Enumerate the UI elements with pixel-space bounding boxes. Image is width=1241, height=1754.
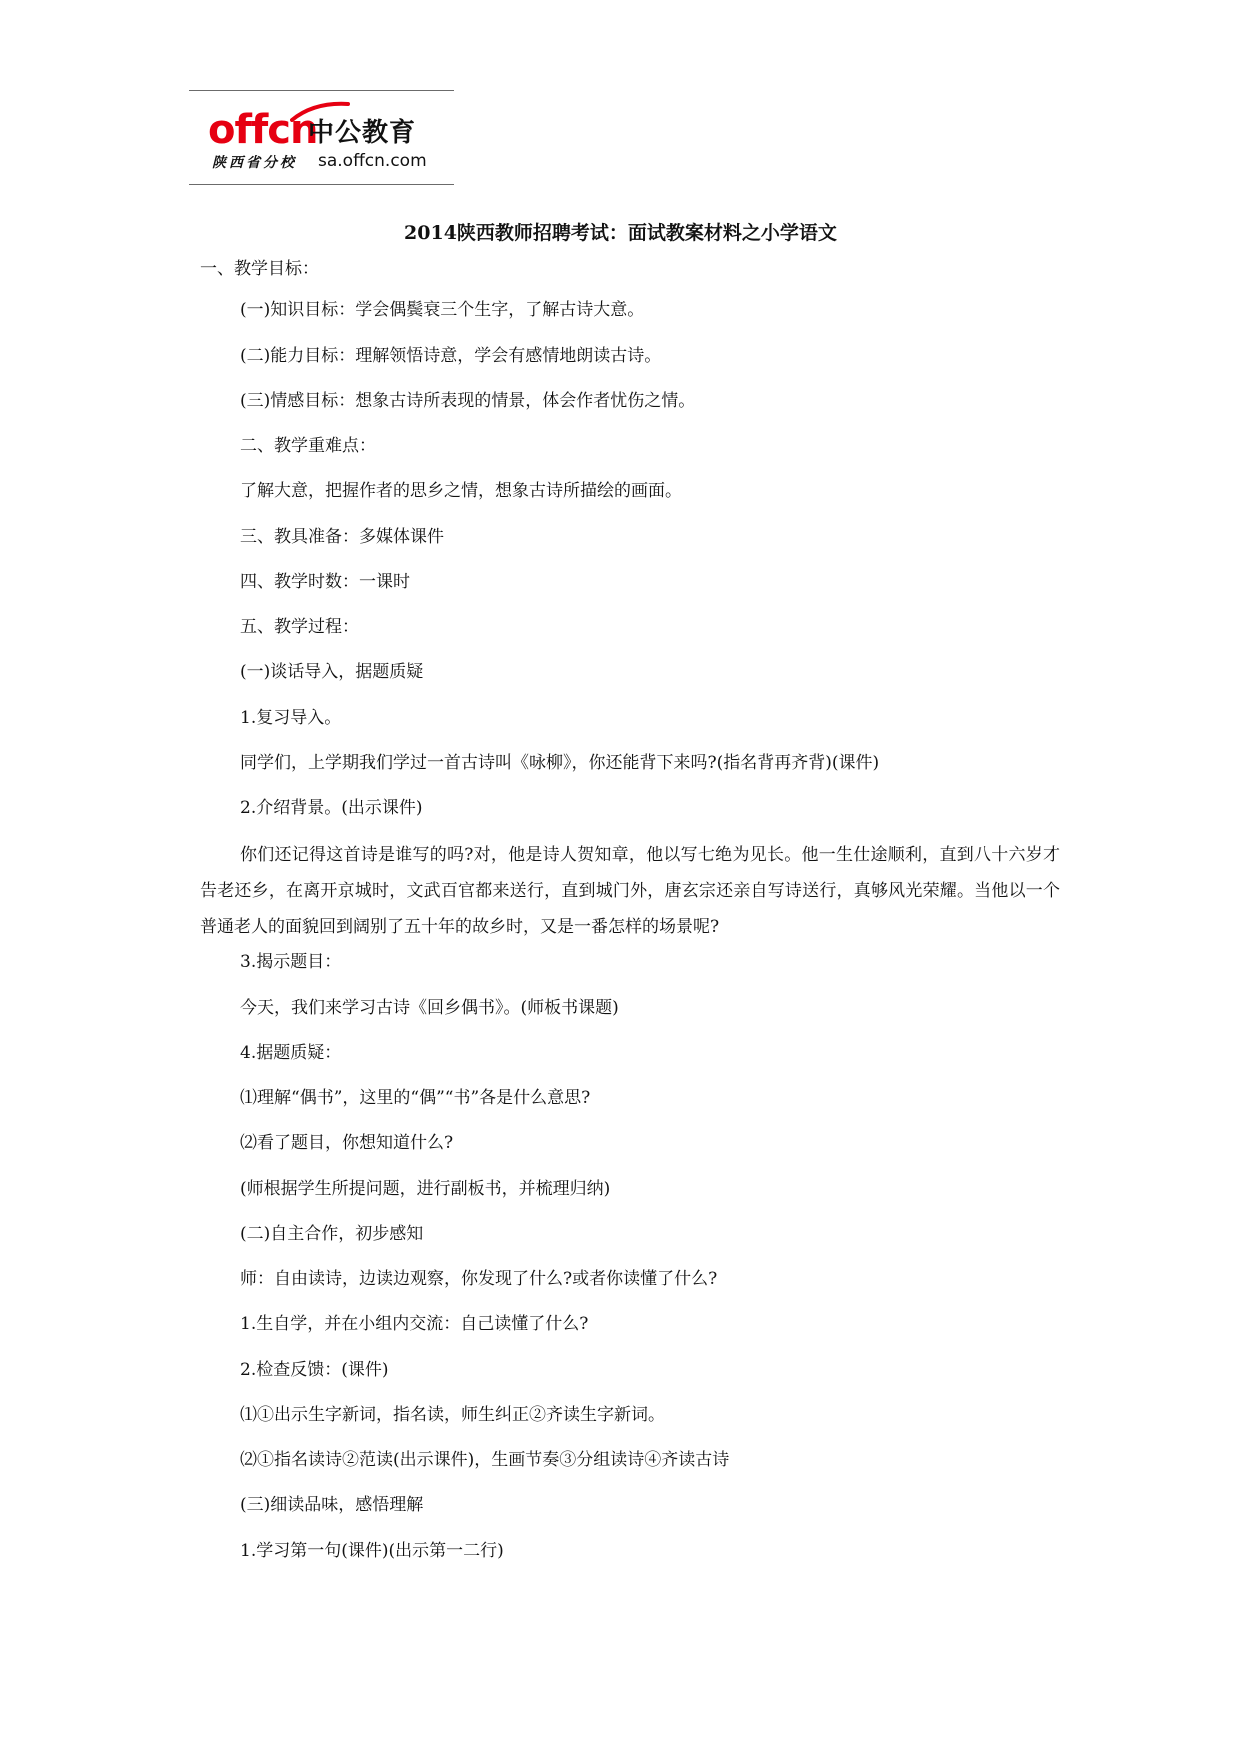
text-line: (师根据学生所提问题，进行副板书，并梳理归纳): [240, 1179, 611, 1199]
text-line: (二)能力目标：理解领悟诗意，学会有感情地朗读古诗。: [240, 346, 662, 366]
section-heading: 五、教学过程：: [240, 617, 359, 637]
text-line: 1.生自学，并在小组内交流：自己读懂了什么?: [240, 1314, 589, 1334]
text-line: 同学们，上学期我们学过一首古诗叫《咏柳》，你还能背下来吗?(指名背再齐背)(课件): [240, 753, 880, 773]
subsection-heading: (三)细读品味，感悟理解: [240, 1495, 424, 1515]
logo-chinese-name: 中公教育: [308, 118, 417, 148]
text-line: 1.学习第一句(课件)(出示第一二行): [240, 1541, 504, 1561]
text-line: (三)情感目标：想象古诗所表现的情景，体会作者忧伤之情。: [240, 391, 696, 411]
background-paragraph: 你们还记得这首诗是谁写的吗?对，他是诗人贺知章，他以写七绝为见长。他一生仕途顺利，直到八十六岁才告老还乡，在离开京城时，文武百官都来送行，直到城门外，唐玄宗还亲自写诗送行，真够风光荣耀。当他以一个普通老人的面貌回到阔别了五十年的故乡时，又是一番怎样的场景呢?: [200, 845, 1060, 937]
section-heading: 四、教学时数：一课时: [240, 572, 410, 592]
text-line: 了解大意，把握作者的思乡之情，想象古诗所描绘的画面。: [240, 481, 682, 501]
text-line: 3.揭示题目：: [240, 952, 342, 972]
logo-url: sa.offcn.com: [318, 151, 427, 171]
logo-branch: 陕西省分校: [212, 155, 297, 171]
section-heading: 一、教学目标：: [200, 259, 319, 279]
text-line: ⑵看了题目，你想知道什么?: [240, 1133, 454, 1153]
text-line: ⑴①出示生字新词，指名读，师生纠正②齐读生字新词。: [240, 1405, 665, 1425]
text-line: 2.介绍背景。(出示课件): [240, 798, 423, 818]
section-heading: 三、教具准备：多媒体课件: [240, 527, 444, 547]
section-heading: 二、教学重难点：: [240, 436, 376, 456]
text-line: 4.据题质疑：: [240, 1043, 342, 1063]
offcn-logo: [200, 100, 460, 180]
header-rule-top: [189, 90, 454, 91]
text-line: ⑵①指名读诗②范读(出示课件)，生画节奏③分组读诗④齐读古诗: [240, 1450, 730, 1470]
document-title: 2014陕西教师招聘考试：面试教案材料之小学语文: [404, 222, 837, 244]
subsection-heading: (二)自主合作，初步感知: [240, 1224, 424, 1244]
subsection-heading: (一)谈话导入，据题质疑: [240, 662, 424, 682]
text-line: 师：自由读诗，边读边观察，你发现了什么?或者你读懂了什么?: [240, 1269, 718, 1289]
text-line: ⑴理解“偶书”，这里的“偶”“书”各是什么意思?: [240, 1088, 591, 1108]
header-rule-bottom: [189, 184, 454, 185]
logo-wordmark: offcn: [208, 107, 318, 153]
text-line: 今天，我们来学习古诗《回乡偶书》。(师板书课题): [240, 998, 619, 1018]
text-line: (一)知识目标：学会偶鬓衰三个生字，了解古诗大意。: [240, 300, 645, 320]
text-line: 2.检查反馈：(课件): [240, 1360, 389, 1380]
text-line: 1.复习导入。: [240, 708, 342, 728]
